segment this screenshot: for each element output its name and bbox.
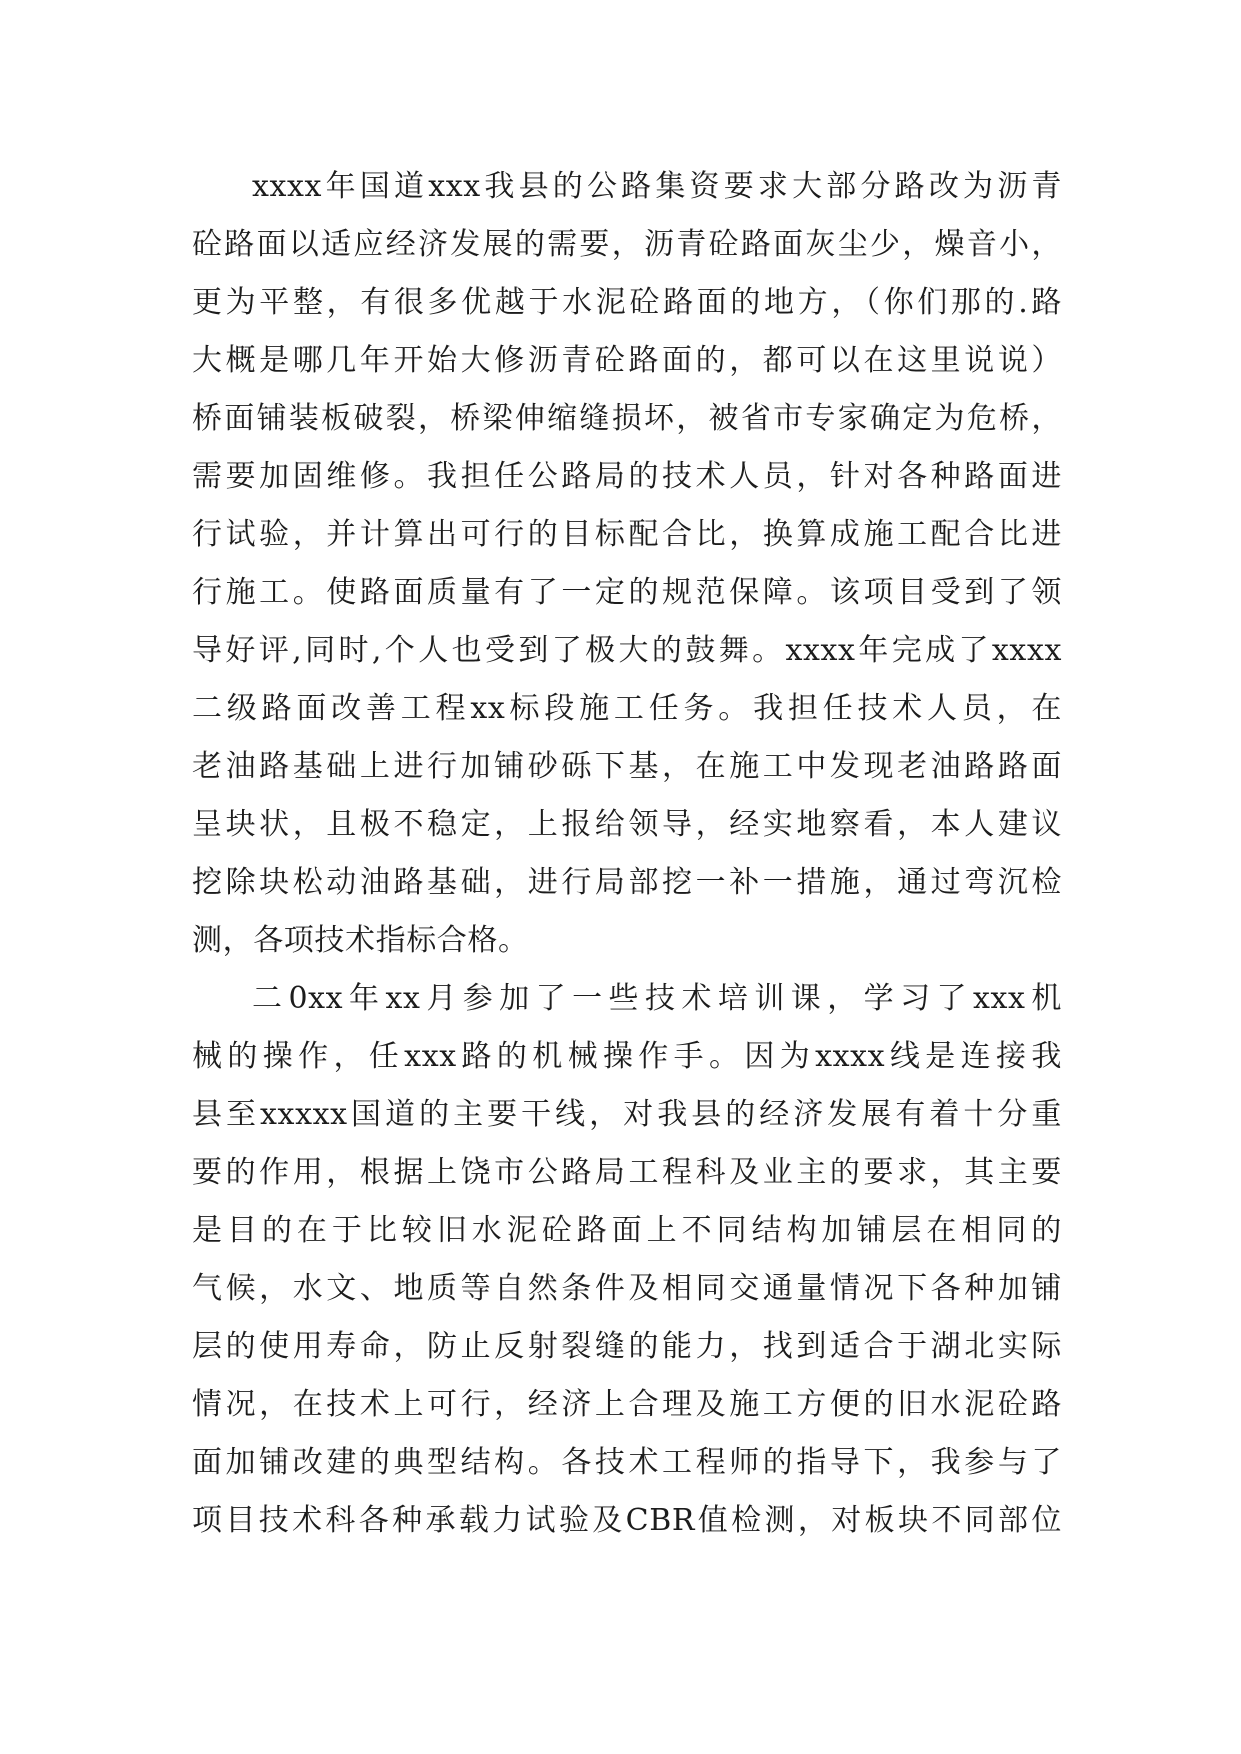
text-line: 砼路面以适应经济发展的需要，沥青砼路面灰尘少，燥音小， xyxy=(192,227,1062,262)
text-line: 项目技术科各种承载力试验及CBR值检测，对板块不同部位 xyxy=(192,1503,1062,1538)
text-line: 需要加固维修。我担任公路局的技术人员，针对各种路面进 xyxy=(192,459,1062,494)
text-line: 面加铺改建的典型结构。各技术工程师的指导下，我参与了 xyxy=(192,1445,1062,1480)
text-line: 要的作用，根据上饶市公路局工程科及业主的要求，其主要 xyxy=(192,1155,1062,1190)
text-line: 测，各项技术指标合格。 xyxy=(192,923,529,958)
text-line: 挖除块松动油路基础，进行局部挖一补一措施，通过弯沉检 xyxy=(192,865,1062,900)
text-line: 老油路基础上进行加铺砂砾下基，在施工中发现老油路路面 xyxy=(192,749,1062,784)
text-line: xxxx年国道xxx我县的公路集资要求大部分路改为沥青 xyxy=(252,169,1062,204)
text-line: 是目的在于比较旧水泥砼路面上不同结构加铺层在相同的 xyxy=(192,1213,1062,1248)
body-text xyxy=(192,158,1062,1550)
text-line: 二0xx年xx月参加了一些技术培训课，学习了xxx机 xyxy=(252,981,1062,1016)
text-line: 二级路面改善工程xx标段施工任务。我担任技术人员，在 xyxy=(192,691,1062,726)
text-line: 大概是哪几年开始大修沥青砼路面的，都可以在这里说说） xyxy=(192,343,1062,378)
paragraph-2 xyxy=(192,970,1062,1550)
text-line: 导好评,同时,个人也受到了极大的鼓舞。xxxx年完成了xxxx xyxy=(192,633,1062,668)
text-line: 呈块状，且极不稳定，上报给领导，经实地察看，本人建议 xyxy=(192,807,1062,842)
text-line: 行施工。使路面质量有了一定的规范保障。该项目受到了领 xyxy=(192,575,1062,610)
text-line: 县至xxxxx国道的主要干线，对我县的经济发展有着十分重 xyxy=(192,1097,1062,1132)
text-line: 情况，在技术上可行，经济上合理及施工方便的旧水泥砼路 xyxy=(192,1387,1062,1422)
text-line: 械的操作，任xxx路的机械操作手。因为xxxx线是连接我 xyxy=(192,1039,1062,1074)
text-line: 更为平整，有很多优越于水泥砼路面的地方，（你们那的.路 xyxy=(192,285,1062,320)
text-line: 桥面铺装板破裂，桥梁伸缩缝损坏，被省市专家确定为危桥， xyxy=(192,401,1062,436)
paragraph-1 xyxy=(192,158,1062,970)
text-line: 行试验，并计算出可行的目标配合比，换算成施工配合比进 xyxy=(192,517,1062,552)
text-line: 层的使用寿命，防止反射裂缝的能力，找到适合于湖北实际 xyxy=(192,1329,1062,1364)
text-line: 气候，水文、地质等自然条件及相同交通量情况下各种加铺 xyxy=(192,1271,1062,1306)
